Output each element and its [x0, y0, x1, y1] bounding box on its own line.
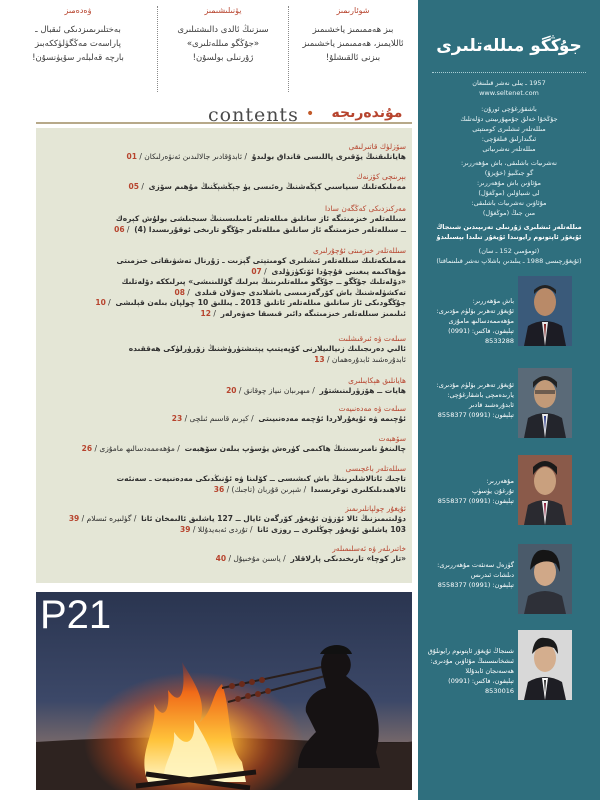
page-number: 01	[126, 152, 137, 161]
toc-entry[interactable]: چالىنغۇ نامىرىسىنىڭ ھاكىمى كۈرەش يۈسۈپ بىلەن سۆھبەت / مۇھەممەدسالىھ مامۇزى / 26	[81, 444, 406, 453]
quote-divider	[288, 6, 289, 92]
publisher-line: جۇڭخۇا خەلق جۇمھۇرىيىتى دۆلەتلىك	[460, 115, 558, 123]
phone-number: تېلېفون، فاكس: (0991) 8530016	[448, 677, 514, 695]
toc-entry[interactable]: «دۆلەتلىك جۇڭگو ــ جۇڭگو مىللەتلىرىنىڭ بىرلىك گۈللىنىشى» پىرلىككە دۆلەتلىك	[121, 277, 406, 286]
page-number: 23	[171, 414, 183, 423]
staff-line: نەشرىيات باشلىقى، باش مۇھەررىر:	[461, 159, 557, 167]
toc-section-title: مەركىزدىكى كەڭگەن سادا	[324, 204, 406, 213]
issue-line: (ئومۇمىي 152 ـ سان)	[478, 247, 540, 255]
toc-entry[interactable]: جۇڭگودىكى ئاز سانلىق مىللەتلەر ئاتلىق 2013 ـ يىللىق 10 چولپان بىلەن قېلىشى / 10	[95, 298, 406, 307]
toc-entry[interactable]: ئالاھىدىلىكلىرى توغرىسىدا / شېرىن قۇربان (تاجىك) / 36	[213, 484, 406, 494]
website-link[interactable]: www.seltenet.com	[479, 89, 539, 97]
toc-section	[42, 504, 406, 535]
quote-line: پاراسەت مەڭگۈلۈككەبىز	[35, 39, 121, 49]
quote-column-2	[162, 6, 284, 88]
page-number: 12	[200, 308, 211, 318]
publisher-line: مىللەتلەر ئىشلىرى كومىتېتى	[472, 125, 546, 133]
portrait-editor	[518, 455, 572, 525]
toc-entry[interactable]: «تار كوچا» تارىخىدىكى پارلاقلار / ياسىن مۇخىيۇل / 40	[215, 554, 406, 563]
caption-editor: مۇھەررىر: تۇرغۇن يۈسۈپ تېلېفون: (0991) 8558377	[426, 476, 514, 506]
page-number: 05	[128, 182, 139, 191]
campfire-illustration	[36, 592, 412, 790]
toc-entry[interactable]: مەملىكەتلىك سىللەتلەر ئىشلىرى كومىتېتى گېزىت ـ ژۇرنال تەشۋىقاتى خىزمىتى	[116, 256, 406, 265]
page-number: 39	[68, 514, 80, 523]
founded-line: 1957 ـ يىلى نەشر قىلىنغان	[472, 79, 546, 87]
quote-line: ژۇرنىلى بولسۇن!	[192, 53, 254, 63]
contents-rule	[36, 122, 412, 124]
edition-history-line: (ئۇيغۇرچىسى 1988 ـ يىلىدىن باشلاپ نەشر قىلىنماقتا)	[436, 257, 582, 265]
toc-entry[interactable]: ئىلىمىز سىللەتلەر خىزمىتىگە دائىر قىسقا خەۋەرلەر / 12	[200, 308, 406, 318]
staff-line: گو جىڭىيۈ (خۇيزۇ)	[484, 169, 534, 177]
toc-section	[42, 434, 406, 455]
toc-entry[interactable]: مۇھاكىمە يىغىنى قۇچۇدا ئۆتكۈزۈلدى / 07	[251, 266, 406, 276]
toc-entry[interactable]: 103 ياشلىق ئۇيغۇر چوڭلىرى ــ روزى ئانا / تۇردى ئەبەيدۇللا / 39	[180, 524, 406, 534]
toc-section	[42, 464, 406, 495]
quote-column-1	[14, 6, 142, 88]
staff-block	[428, 158, 590, 218]
quote-divider	[157, 6, 158, 92]
toc-section-title: خاتىرىلەر ۋە ئەسلىمىلەر	[332, 544, 406, 553]
toc-entry[interactable]: تاجىك ئاتالاشلىرىنىڭ باش كىشىسى ــ كۆلىنا ۋە ئۇنىڭدىكى مەدەنىيەت ـ سەنئەت	[116, 474, 406, 483]
toc-entry[interactable]: سىللەتلەر خىزمىتىگە ئاز سانلىق مىللەتلەر ئامىلىسىنىڭ سىجىلشى بولۇش كېرەك	[115, 214, 406, 223]
phone-number: تېلېفون: (0991) 8558377	[437, 497, 514, 505]
publisher-line: مىللەتلەر نەشرىياتى	[482, 145, 536, 153]
quote-line: بىز ھەممىمىز ياخشىمىز	[312, 25, 394, 35]
caption-office-director: شىنجاڭ ئۇيغۇر ئاپتونوم رايونلۇق ئىشخانىسىنىڭ مۇئاۋىن مۇدىرى: ھەسەنجان ئابدۇللا تېلېفون، فاكس: (0991) 8530016	[427, 647, 514, 695]
page-number: 20	[226, 386, 237, 395]
quote-heading: يۆنىلىشىمىز	[204, 6, 242, 15]
toc-section-title: سىللەتلەر خىزمىتى ئۇچۇرلىرى	[313, 246, 406, 255]
page-number: 26	[81, 444, 93, 453]
toc-section	[42, 142, 406, 163]
magazine-title: جۇڭگو مىللەتلىرى	[436, 36, 582, 56]
toc-entry[interactable]: ــ سىللەتلەر خىزمىتىگە ئاز سانلىق مىللەتلەر جۇڭگو تارىخى ئوقۇرىسىدا (4) / 06	[114, 224, 406, 234]
contents-separator: •	[306, 106, 315, 122]
quote-line: ئاللايمىز، ھەممىمىز ياخشىمىز	[302, 39, 404, 49]
contents-title-en: contents	[208, 104, 299, 126]
toc-section-title: سىللەتلەر باغچىسى	[345, 464, 406, 473]
phone-number: تېلېفون: (0991) 8558377	[437, 581, 514, 589]
title-divider	[432, 72, 586, 73]
portrait-art-editor	[518, 544, 572, 614]
toc-section	[42, 376, 406, 397]
toc-section	[42, 334, 406, 365]
toc-section-title: بېرىنچى كۆزنەك	[356, 172, 406, 181]
campfire-photo	[36, 592, 412, 790]
page-number: 10	[95, 298, 106, 307]
toc-entry[interactable]: تەكشۈلەشنىڭ باش كۆرگەزمىسى باشلاندى جەۋلان قىلدى / 08	[174, 287, 406, 297]
toc-entry[interactable]: ئالىي دەرىجىلىك زىيالىيلارنى كۆپەيتىپ يېتىشتۈرۈشنىڭ زۆرۈرلۈكى ھەققىدە	[128, 344, 406, 353]
contents-title-ug: مۇندەرىجە	[331, 105, 403, 121]
caption-uyghur-editor: ئۇيغۇر تەھرىر بۆلۈم مۇدىرى: يارىدەمچى باشقارغۇچى: ئابدۇرەشىد قادىر تېلېفون: (0991) 8558377	[426, 380, 514, 420]
quote-line: بارچە قەلبلەر سۆيۈنسۇن!	[32, 53, 124, 63]
toc-entry[interactable]: ئۇچىمە ۋە ئۇيغۇرلاردا ئۇچمە مەدەنىيىتى / كېرىم قاسىم ئىلچى / 23	[171, 414, 406, 423]
staff-line: لى شىياۋلىن (موڭغۇل)	[478, 189, 540, 197]
page-number: 39	[180, 524, 191, 534]
toc-entry[interactable]: ھايات ــ ھۆزۈرلىنىشتۇر / مىھرىبان نىياز چوقانق / 20	[226, 386, 406, 395]
quote-column-3	[292, 6, 414, 88]
contents-panel	[36, 128, 412, 583]
masthead-founded-block	[428, 78, 590, 98]
toc-section-title: سۆزلۈك قاتىرلىقى	[348, 142, 406, 151]
toc-section	[42, 544, 406, 565]
toc-entry[interactable]: دۆلىتىمىزنىڭ ئالا ئۆزۈن ئۇيغۇر كۆرگەن ئايال ــ 127 ياشلىق ئالىمخان ئانا / گۈلىيرە ئىسلام / 39	[68, 514, 406, 523]
quote-line: بەختلىرىمىزدىكى ئىقبال ـ	[35, 25, 121, 35]
page-number: 06	[114, 224, 125, 234]
quote-heading: شوئارىمىز	[336, 6, 370, 15]
caption-chief-editor: باش مۇھەررىر: ئۇيغۇر تەھرىر بۆلۈم مۇدىرى: مۇھەممەدسالىھ مامۇزى تېلېفون، فاكس: (0991) 8533288	[426, 296, 514, 346]
page-number: 07	[251, 266, 262, 276]
page-number: 08	[174, 287, 185, 297]
page-number: 13	[314, 354, 325, 364]
staff-line: مىن جىڭ (موڭغۇل)	[482, 209, 536, 217]
toc-entry[interactable]: مەملىكەتلىك سىياسىي كېڭەشنىڭ رەئىسى يۈ جېڭشېڭنىڭ مۇھىم سۆزى / 05	[128, 182, 406, 191]
caption-art-editor: گۈزەل سەنئەت مۇھەررىرى: دىلشات ئىدرىس تېلېفون: (0991) 8558377	[426, 560, 514, 590]
toc-entry-author: ئابدۇرەشىد ئابدۇرەھمان / 13	[314, 354, 406, 364]
toc-section	[42, 204, 406, 235]
toc-section	[42, 172, 406, 193]
photo-page-label: P21	[40, 593, 112, 637]
top-quotes-band	[0, 0, 418, 92]
staff-line: مۇئاۋىن باش مۇھەررىر:	[477, 179, 541, 187]
publisher-block	[428, 104, 590, 154]
toc-section	[42, 404, 406, 425]
page-number: 40	[215, 554, 227, 563]
toc-section-title: ئۇيغۇر چولپانلىرىمىز	[345, 504, 406, 513]
phone-number: تېلېفون: (0991) 8558377	[437, 411, 514, 419]
toc-section-title: سۆھبەت	[378, 434, 406, 443]
edition-line: مىللەتلەر ئىشلىرى ژۇرنىلى تەرىپىدىن شىنجاڭ ئۇيغۇر ئاپتونوم رايونىدا ئۇيغۇر تىلىدا بېسىلىدۇ	[436, 223, 582, 241]
toc-section-title: سىلەت ۋە مەدەنىيەت	[338, 404, 406, 413]
portrait-uyghur-editor	[518, 368, 572, 438]
toc-section	[42, 246, 406, 319]
toc-section-title: سىلەت ۋە ئىرقىشلىت	[338, 334, 406, 343]
toc-section-title: ھايانلىق ھېكايىلىرى	[348, 376, 406, 385]
quote-line: بىزنى ئالقىشلۇ!	[325, 53, 381, 63]
portrait-office-director	[518, 630, 572, 700]
staff-line: مۇئاۋىن نەشرىيات باشلىقى:	[471, 199, 547, 207]
publisher-line: ئىگىدارلىق قىلغۇچى:	[481, 135, 537, 143]
publisher-line: باشقۇرغۇچى ئورۇن:	[481, 105, 537, 113]
edition-block	[428, 222, 590, 266]
quote-heading: ۋەدەمىز	[64, 6, 92, 15]
quote-line: سىزنىڭ ئالدى دالىشتىلىرى	[177, 25, 269, 35]
page-number: 36	[213, 484, 225, 494]
toc-entry[interactable]: ھايانلىقنىڭ يۆقىرى پاللىسى قانداق بولىدۇ / ئابدۇقادىر جالالىدىن ئەنۋەرلىكان / 01	[126, 152, 406, 161]
phone-number: تېلېفون، فاكس: (0991) 8533288	[448, 327, 514, 345]
quote-line: «جۇڭگو مىللەتلىرى»	[186, 39, 260, 49]
portrait-chief-editor	[518, 276, 572, 346]
